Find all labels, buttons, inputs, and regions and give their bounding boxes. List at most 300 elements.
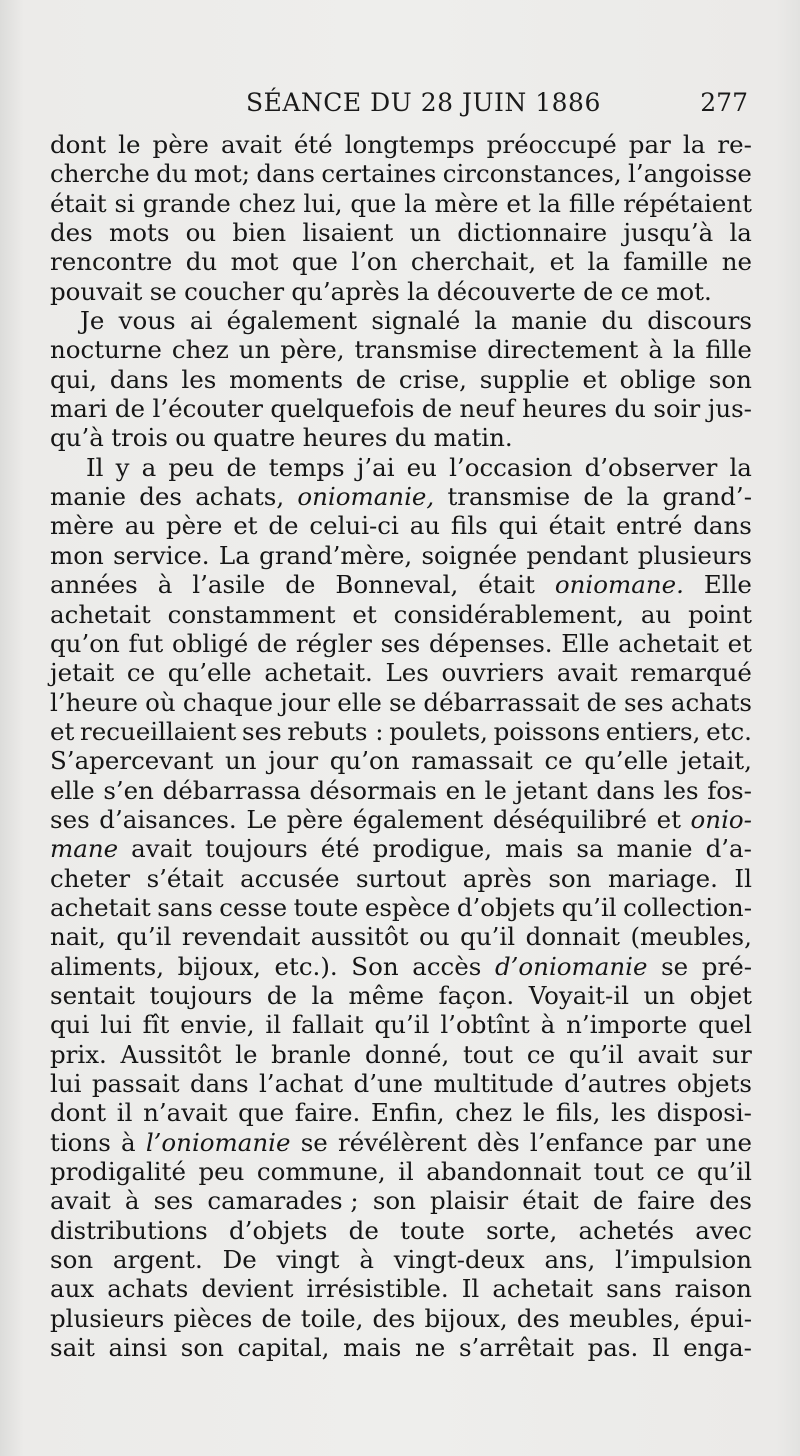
word: bijoux, — [177, 951, 261, 981]
word: qu’il — [116, 922, 172, 952]
text-line — [50, 541, 752, 570]
word: accès — [412, 951, 482, 981]
word: à — [121, 1127, 136, 1157]
text-line — [50, 423, 752, 452]
word: à — [359, 1245, 374, 1275]
word: d’autres — [564, 1069, 667, 1098]
word: du — [601, 306, 633, 336]
word: un — [225, 746, 257, 776]
word: jetait — [50, 658, 115, 688]
word: Aussitôt — [120, 1039, 222, 1069]
word: fils, — [555, 1098, 601, 1128]
word: mots — [109, 218, 170, 248]
word: l’enfance — [529, 1127, 644, 1157]
word: vingt-deux — [393, 1245, 525, 1275]
word: prodigue, — [372, 834, 493, 864]
word: Voyait-il — [528, 980, 629, 1010]
word: découverte — [436, 276, 576, 306]
word: ou — [419, 922, 450, 952]
word: vingt — [276, 1245, 340, 1275]
word: avait — [637, 1039, 699, 1069]
word: ses — [50, 804, 90, 834]
word: et — [656, 804, 681, 834]
word: poissons — [493, 716, 601, 746]
word: circonstances, — [442, 159, 622, 189]
word: branle — [271, 1039, 352, 1069]
text-line — [50, 1157, 752, 1186]
word: abandonnait — [426, 1157, 582, 1187]
text-line — [50, 805, 752, 834]
word: jus- — [707, 394, 752, 424]
word: mot — [230, 247, 279, 277]
word: achetait — [618, 628, 719, 658]
text-line — [50, 394, 752, 423]
word: s’arrêtait — [458, 1333, 574, 1363]
word: un — [643, 980, 676, 1010]
word: de — [268, 511, 299, 541]
word: distributions — [50, 1215, 208, 1245]
word: revendait — [181, 922, 301, 952]
word: moments — [229, 364, 344, 394]
text-line — [50, 834, 752, 863]
word: fallait — [291, 1010, 364, 1040]
word: discours — [647, 306, 752, 336]
text-line — [50, 247, 752, 276]
word: la — [404, 188, 427, 218]
word: père, — [280, 335, 345, 365]
word: ce — [656, 1157, 685, 1187]
word: etc. — [706, 716, 752, 746]
word: mot. — [656, 276, 712, 306]
word: La — [218, 540, 250, 570]
word: plusieurs — [50, 1303, 165, 1333]
word: toute — [400, 1215, 465, 1245]
word: lui — [50, 1069, 82, 1098]
word: du — [185, 247, 218, 277]
word: il — [116, 1098, 133, 1128]
word: mane — [50, 834, 119, 864]
word: la — [474, 306, 497, 336]
word: mais — [505, 834, 564, 864]
word: y — [115, 452, 130, 482]
word: façon. — [438, 980, 515, 1010]
word: l’achat — [258, 1069, 344, 1098]
word: transmise — [447, 482, 571, 512]
word: avait — [131, 834, 192, 864]
word: à — [540, 1010, 556, 1040]
word: la — [311, 980, 334, 1010]
word: rencontre — [50, 247, 173, 277]
word: des — [372, 1303, 416, 1333]
text-line — [50, 658, 752, 687]
word: oniomane. — [554, 570, 684, 600]
word: d’aisances. — [99, 804, 237, 834]
word: ainsi — [108, 1333, 168, 1363]
word: quel — [698, 1010, 752, 1040]
word: achetés — [578, 1215, 675, 1245]
word: des — [139, 482, 182, 512]
body-text — [50, 130, 752, 1362]
word: était — [478, 570, 535, 600]
word: la — [587, 247, 610, 277]
word: répétaient — [623, 188, 752, 218]
word: les — [611, 1098, 647, 1128]
word: achetait — [50, 892, 151, 922]
word: Son — [351, 951, 399, 981]
word: S’apercevant — [50, 746, 214, 776]
text-line — [50, 570, 752, 599]
word: débarrassa — [162, 775, 301, 805]
word: désormais — [309, 775, 437, 805]
text-line — [50, 893, 752, 922]
word: dépenses. — [428, 628, 553, 658]
word: faire. — [294, 1098, 361, 1128]
word: ou — [175, 423, 206, 453]
word: passait — [91, 1069, 180, 1098]
text-line — [50, 1216, 752, 1245]
word: l’obtînt — [440, 1010, 530, 1040]
word: directement — [487, 335, 639, 365]
word: espèce — [364, 892, 451, 922]
word: mère — [434, 188, 499, 218]
word: le — [235, 1039, 258, 1069]
word: soignée — [421, 540, 518, 570]
word: achats — [670, 687, 752, 717]
word: re- — [717, 130, 752, 159]
word: régler — [295, 628, 372, 658]
word: lui — [100, 1010, 132, 1040]
word: manie — [511, 306, 588, 336]
word: l’oniomanie — [145, 1127, 291, 1157]
word: ses — [380, 628, 421, 658]
word: prix. — [50, 1039, 107, 1069]
word: l’impulsion — [615, 1245, 752, 1275]
word: de — [285, 570, 316, 600]
word: qu’on — [329, 746, 400, 776]
word: lui, — [303, 188, 343, 218]
word: tions — [50, 1127, 111, 1157]
text-line — [50, 776, 752, 805]
word: d’objets — [456, 892, 556, 922]
word: elle — [337, 687, 382, 717]
word: l’heure — [50, 687, 138, 717]
word: l’on — [351, 247, 398, 277]
word: son — [372, 1186, 416, 1216]
word: cesse — [219, 892, 288, 922]
word: nait, — [50, 922, 106, 952]
word: chaque — [182, 687, 273, 717]
word: nocturne — [50, 335, 162, 365]
word: ce — [620, 276, 649, 306]
word: peu — [198, 1157, 245, 1187]
word: fille — [705, 335, 752, 365]
word: dans — [256, 159, 315, 189]
word: se — [661, 951, 689, 981]
word: Elle — [703, 570, 752, 600]
word: ouvriers — [441, 658, 545, 688]
word: si — [114, 188, 135, 218]
word: une — [705, 1127, 752, 1157]
word: ce — [544, 746, 573, 776]
text-line — [50, 1010, 752, 1039]
word: de — [348, 1215, 379, 1245]
word: son — [708, 364, 752, 394]
word: de — [355, 364, 387, 394]
word: toujours — [149, 980, 253, 1010]
word: achetait — [492, 1274, 594, 1304]
word: à — [648, 335, 663, 365]
text-line — [50, 1245, 752, 1274]
text-line — [50, 1186, 752, 1215]
word: tout — [462, 1039, 514, 1069]
word: le — [522, 1098, 546, 1128]
page-number: 277 — [700, 88, 748, 117]
word: dans — [693, 511, 752, 541]
word: chez — [171, 335, 229, 365]
word: commune, — [256, 1157, 386, 1187]
word: pas. — [587, 1333, 639, 1363]
word: mari — [50, 394, 108, 424]
word: sa — [576, 834, 604, 864]
word: oblige — [619, 364, 696, 394]
word: qu’elle — [584, 746, 669, 776]
text-line — [50, 277, 752, 306]
word: plusieurs — [637, 540, 752, 570]
text-line — [50, 1069, 752, 1098]
word: qui — [50, 1010, 90, 1040]
word: qu’il — [460, 922, 516, 952]
word: préoccupé — [486, 130, 617, 159]
word: trois — [111, 423, 168, 453]
text-line — [50, 1304, 752, 1333]
text-line — [50, 511, 752, 540]
word: Il — [651, 1333, 670, 1363]
word: épui- — [689, 1303, 752, 1333]
word: achats — [107, 1274, 189, 1304]
word: au — [124, 511, 156, 541]
word: longtemps — [344, 130, 475, 159]
word: accusée — [240, 863, 340, 893]
text-line — [50, 717, 752, 746]
text-line — [50, 1128, 752, 1157]
word: cherchait, — [410, 247, 537, 277]
word: et — [50, 716, 75, 746]
text-line — [50, 981, 752, 1010]
word: chez — [455, 1098, 513, 1128]
word: été — [320, 834, 360, 864]
word: s’était — [146, 863, 224, 893]
word: de — [256, 628, 288, 658]
word: jour — [268, 746, 319, 776]
word: qu’il — [561, 892, 617, 922]
word: les — [663, 775, 699, 805]
word: jusqu’à — [623, 218, 714, 248]
word: service. — [113, 540, 210, 570]
word: capital, — [237, 1333, 330, 1363]
word: ramassait — [411, 746, 533, 776]
word: dont — [50, 1098, 107, 1128]
word: se — [149, 276, 177, 306]
word: faire — [637, 1186, 696, 1216]
word: d’oniomanie — [494, 951, 648, 981]
word: qui — [498, 511, 538, 541]
word: aussitôt — [310, 922, 409, 952]
word: du — [394, 423, 427, 453]
word: achetait — [50, 599, 151, 629]
word: ou — [185, 218, 217, 248]
word: de — [261, 1303, 292, 1333]
word: dont — [50, 130, 107, 159]
word: aliments, — [50, 951, 164, 981]
word: été — [293, 130, 333, 159]
word: était — [50, 188, 107, 218]
word: manie — [50, 482, 126, 512]
word: grand’mère, — [259, 540, 413, 570]
word: certaines — [321, 159, 437, 189]
text-line — [50, 218, 752, 247]
word: chez — [238, 188, 296, 218]
word: et — [352, 599, 377, 629]
word: et — [727, 628, 752, 658]
word: ce — [526, 1039, 556, 1069]
word: père — [152, 130, 209, 159]
text-line — [50, 1333, 752, 1362]
word: sentait — [50, 980, 135, 1010]
word: coucher — [184, 276, 285, 306]
word: sans — [157, 892, 213, 922]
running-header — [50, 86, 748, 122]
word: grande — [142, 188, 231, 218]
word: poulets, — [389, 716, 488, 746]
word: son — [180, 1333, 224, 1363]
word: où — [145, 687, 176, 717]
word: devient — [201, 1274, 294, 1304]
word: donné, — [364, 1039, 450, 1069]
word: sur — [711, 1039, 752, 1069]
word: le — [118, 130, 141, 159]
text-line — [50, 365, 752, 394]
word: remarqué — [630, 658, 752, 688]
word: fut — [128, 628, 164, 658]
word: a — [141, 452, 157, 482]
word: la — [729, 218, 752, 248]
word: famille — [623, 247, 709, 277]
word: et — [506, 188, 531, 218]
word: et — [549, 247, 574, 277]
word: un — [409, 218, 442, 248]
word: et — [582, 364, 607, 394]
text-line — [50, 335, 752, 364]
word: par — [653, 1127, 696, 1157]
word: de — [226, 452, 257, 482]
word: l’angoisse — [627, 159, 752, 189]
word: onio- — [690, 804, 752, 834]
word: n’avait — [143, 1098, 228, 1128]
word: envie, — [180, 1010, 255, 1040]
word: bien — [232, 218, 287, 248]
word: de — [583, 276, 614, 306]
word: ses — [242, 716, 282, 746]
word: mon — [50, 540, 104, 570]
word: objets — [677, 1069, 752, 1098]
word: Elle — [561, 628, 610, 658]
word: j’ai — [356, 452, 395, 482]
text-line — [50, 453, 752, 482]
word: de — [421, 394, 453, 424]
word: années — [50, 570, 138, 600]
word: révélèrent — [338, 1127, 467, 1157]
word: se — [389, 687, 417, 717]
word: toile, — [300, 1303, 364, 1333]
word: après — [462, 863, 532, 893]
word: aux — [50, 1274, 95, 1304]
word: dans — [109, 364, 169, 394]
word: collection- — [623, 892, 752, 922]
word: qu’après — [291, 276, 400, 306]
word: en — [445, 775, 476, 805]
word: de — [114, 394, 146, 424]
word: des — [50, 218, 93, 248]
word: qu’il — [568, 1039, 624, 1069]
word: quatre — [213, 423, 296, 453]
word: du — [156, 159, 188, 189]
word: d’une — [353, 1069, 424, 1098]
word: un — [238, 335, 271, 365]
word: déséquilibré — [492, 804, 647, 834]
text-line — [50, 1040, 752, 1069]
word: oniomanie, — [297, 482, 435, 512]
text-line — [50, 1098, 752, 1127]
word: de — [593, 1186, 624, 1216]
word: celui-ci — [309, 511, 399, 541]
word: fils — [450, 511, 488, 541]
word: Bonneval, — [335, 570, 459, 600]
word: des — [709, 1186, 752, 1216]
word: Il — [734, 863, 752, 893]
text-line — [50, 130, 752, 159]
word: la — [729, 452, 752, 482]
word: fille — [568, 188, 616, 218]
text-line — [50, 306, 752, 335]
word: temps — [268, 452, 345, 482]
word: de — [583, 482, 614, 512]
word: entré — [616, 511, 683, 541]
word: son — [50, 1245, 94, 1275]
word: il — [265, 1010, 282, 1040]
word: etc.). — [274, 951, 338, 981]
text-line — [50, 159, 752, 188]
word: signalé — [371, 306, 461, 336]
word: la — [626, 482, 650, 512]
word: s’en — [103, 775, 154, 805]
word: plaisir — [430, 1186, 509, 1216]
word: quelquefois — [270, 394, 415, 424]
word: l’occasion — [449, 452, 573, 482]
word: avec — [695, 1215, 752, 1245]
word: toujours — [204, 834, 308, 864]
word: par — [628, 130, 671, 159]
word: au — [640, 599, 672, 629]
word: même — [348, 980, 424, 1010]
word: sait — [50, 1333, 95, 1363]
word: également — [352, 804, 484, 834]
word: les — [181, 364, 217, 394]
word: heures — [522, 394, 607, 424]
word: jetait, — [679, 746, 752, 776]
word: donnait — [525, 922, 620, 952]
word: eu — [406, 452, 437, 482]
text-line — [50, 922, 752, 951]
